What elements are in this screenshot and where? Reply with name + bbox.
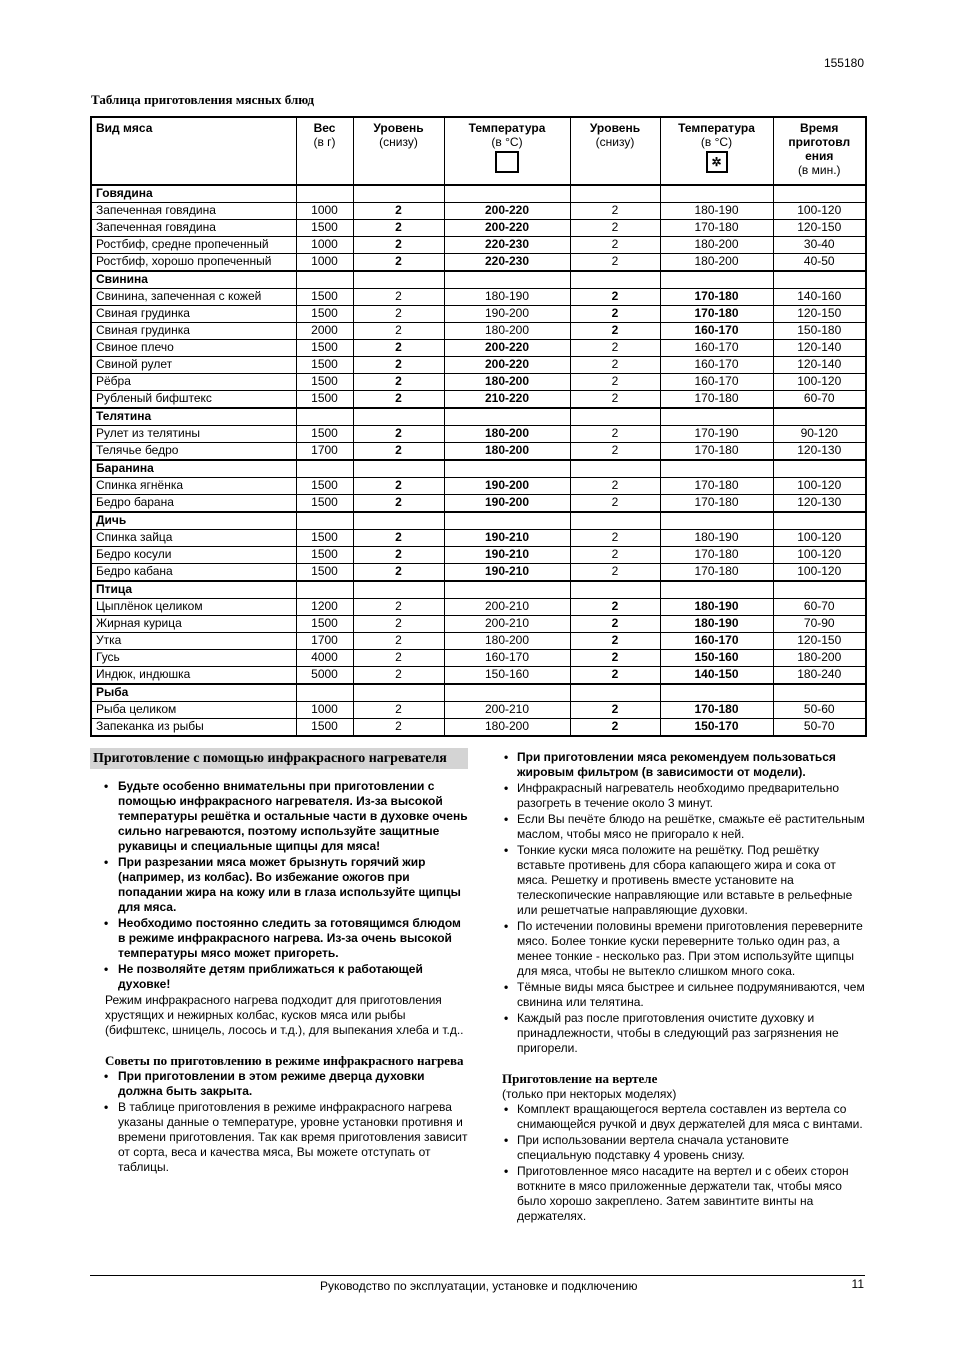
table-row <box>91 547 866 564</box>
weight: 1700 <box>296 633 353 650</box>
cook-time: 100-120 <box>773 564 866 582</box>
weight: 1500 <box>296 616 353 633</box>
list-item: • Тёмные виды мяса быстрее и сильнее подрумяниваются, чем свинина или телятина. <box>517 980 866 1010</box>
weight: 1500 <box>296 547 353 564</box>
level-1: 2 <box>353 650 444 667</box>
table-row <box>91 667 866 685</box>
cook-time: 30-40 <box>773 237 866 254</box>
table-row <box>91 340 866 357</box>
level-1: 2 <box>353 374 444 391</box>
table-row <box>91 254 866 272</box>
cook-time: 180-200 <box>773 650 866 667</box>
table-row <box>91 203 866 220</box>
weight: 1500 <box>296 426 353 443</box>
meat-name: Бедро кабана <box>91 564 296 582</box>
weight: 1500 <box>296 220 353 237</box>
meat-name: Телячье бедро <box>91 443 296 461</box>
level-1: 2 <box>353 633 444 650</box>
level-1: 2 <box>353 323 444 340</box>
meat-name: Свиной рулет <box>91 357 296 374</box>
spit-items <box>502 1102 866 1224</box>
temp-2: 170-180 <box>660 289 773 306</box>
cook-time: 100-120 <box>773 374 866 391</box>
table-group-row <box>91 408 866 426</box>
fan-heat-icon: ✲ <box>706 151 728 173</box>
table-row <box>91 289 866 306</box>
level-1: 2 <box>353 719 444 737</box>
temp-1: 220-230 <box>444 254 570 272</box>
weight: 1500 <box>296 391 353 409</box>
meat-name: Ростбиф, хорошо пропеченный <box>91 254 296 272</box>
right-column <box>502 750 866 1225</box>
tips-heading: Советы по приготовлению в режиме инфракрасного нагрева <box>105 1053 464 1068</box>
cook-time: 120-150 <box>773 633 866 650</box>
list-item: • Необходимо постоянно следить за готовящимся блюдом в режиме инфракрасного нагрева. Из-за очень высокой температуры мясо может пригореть. <box>118 916 468 961</box>
list-item: • Комплект вращающегося вертела составлен из вертела со снимающейся ручкой и двух держателей для мяса с винтами. <box>517 1102 866 1132</box>
weight: 1000 <box>296 203 353 220</box>
weight: 1500 <box>296 374 353 391</box>
table-group-row <box>91 185 866 203</box>
meat-name: Рыба целиком <box>91 702 296 719</box>
table-group-row <box>91 512 866 530</box>
temp-1: 180-200 <box>444 443 570 461</box>
list-item: • Если Вы печёте блюдо на решётке, смажьте её растительным маслом, чтобы мясо не пригорало к ней. <box>517 812 866 842</box>
level-2: 2 <box>570 495 660 513</box>
table-row <box>91 237 866 254</box>
temp-1: 200-220 <box>444 203 570 220</box>
list-item: • При разрезании мяса может брызнуть горячий жир (например, из колбас). Во избежание ожогов при попадании жира на кожу или в глаза используйте щипцы для мяса. <box>118 855 468 915</box>
level-1: 2 <box>353 237 444 254</box>
level-2: 2 <box>570 426 660 443</box>
temp-2: 180-190 <box>660 530 773 547</box>
weight: 1500 <box>296 478 353 495</box>
temp-2: 140-150 <box>660 667 773 685</box>
table-row <box>91 357 866 374</box>
temp-2: 170-180 <box>660 391 773 409</box>
weight: 1500 <box>296 306 353 323</box>
weight: 1500 <box>296 495 353 513</box>
temp-1: 160-170 <box>444 650 570 667</box>
table-row <box>91 426 866 443</box>
temp-1: 200-220 <box>444 340 570 357</box>
footer-text: Руководство по эксплуатации, установке и подключению <box>320 1279 638 1293</box>
level-2: 2 <box>570 306 660 323</box>
temp-2: 180-200 <box>660 237 773 254</box>
list-item: • При приготовлении в этом режиме дверца духовки должна быть закрыта. <box>118 1069 468 1099</box>
cook-time: 40-50 <box>773 254 866 272</box>
weight: 1500 <box>296 289 353 306</box>
temp-2: 180-200 <box>660 254 773 272</box>
temp-1: 190-210 <box>444 547 570 564</box>
meat-name: Ростбиф, средне пропеченный <box>91 237 296 254</box>
level-1: 2 <box>353 426 444 443</box>
temp-1: 180-200 <box>444 719 570 737</box>
level-1: 2 <box>353 667 444 685</box>
meat-name: Запеченная говядина <box>91 203 296 220</box>
infrared-heading: Приготовление с помощью инфракрасного нагревателя <box>90 748 468 769</box>
temp-1: 150-160 <box>444 667 570 685</box>
weight: 1500 <box>296 530 353 547</box>
weight: 1000 <box>296 254 353 272</box>
header-temp2: Температура (в °C) ✲ <box>660 117 773 185</box>
temp-2: 160-170 <box>660 374 773 391</box>
level-2: 2 <box>570 564 660 582</box>
temp-1: 180-190 <box>444 289 570 306</box>
meat-name: Цыплёнок целиком <box>91 599 296 616</box>
level-1: 2 <box>353 530 444 547</box>
cook-time: 100-120 <box>773 203 866 220</box>
level-2: 2 <box>570 237 660 254</box>
cook-time: 180-240 <box>773 667 866 685</box>
header-time: Время приготовл ения (в мин.) <box>773 117 866 185</box>
level-2: 2 <box>570 254 660 272</box>
header-level1: Уровень (снизу) <box>353 117 444 185</box>
footer-divider <box>90 1275 865 1276</box>
group-label: Телятина <box>91 408 296 426</box>
temp-2: 160-170 <box>660 633 773 650</box>
level-1: 2 <box>353 391 444 409</box>
cook-time: 140-160 <box>773 289 866 306</box>
weight: 1000 <box>296 702 353 719</box>
meat-name: Свиная грудинка <box>91 323 296 340</box>
table-group-row <box>91 581 866 599</box>
temp-1: 190-210 <box>444 530 570 547</box>
header-weight: Вес (в г) <box>296 117 353 185</box>
cook-time: 120-130 <box>773 495 866 513</box>
cook-time: 70-90 <box>773 616 866 633</box>
meat-name: Жирная курица <box>91 616 296 633</box>
group-label: Говядина <box>91 185 296 203</box>
group-label: Рыба <box>91 684 296 702</box>
header-temp1: Температура (в °C) <box>444 117 570 185</box>
table-row <box>91 702 866 719</box>
table-row <box>91 564 866 582</box>
meat-name: Гусь <box>91 650 296 667</box>
cook-time: 60-70 <box>773 599 866 616</box>
list-item: • Будьте особенно внимательны при приготовлении с помощью инфракрасного нагревателя. Из-за высокой температуры решётка и остальные части в духовке очень сильно нагреваются, поэтому используйте защитные рукавицы и специальные щипцы для мяса! <box>118 779 468 854</box>
temp-2: 170-190 <box>660 426 773 443</box>
table-row <box>91 220 866 237</box>
group-label: Дичь <box>91 512 296 530</box>
temp-1: 210-220 <box>444 391 570 409</box>
temp-2: 170-180 <box>660 564 773 582</box>
meat-name: Утка <box>91 633 296 650</box>
temp-2: 170-180 <box>660 306 773 323</box>
temp-2: 160-170 <box>660 323 773 340</box>
cook-time: 50-70 <box>773 719 866 737</box>
level-2: 2 <box>570 530 660 547</box>
spit-heading: Приготовление на вертеле <box>502 1071 658 1086</box>
temp-1: 200-210 <box>444 702 570 719</box>
weight: 4000 <box>296 650 353 667</box>
temp-1: 190-210 <box>444 564 570 582</box>
cook-time: 60-70 <box>773 391 866 409</box>
table-row <box>91 650 866 667</box>
meat-name: Спинка ягнёнка <box>91 478 296 495</box>
temp-2: 180-190 <box>660 616 773 633</box>
temp-2: 160-170 <box>660 340 773 357</box>
group-label: Птица <box>91 581 296 599</box>
cook-time: 90-120 <box>773 426 866 443</box>
weight: 1500 <box>296 340 353 357</box>
cook-time: 120-140 <box>773 357 866 374</box>
level-1: 2 <box>353 340 444 357</box>
cook-time: 120-130 <box>773 443 866 461</box>
spit-subtitle: (только при некторых моделях) <box>502 1087 677 1101</box>
meat-name: Свинина, запеченная с кожей <box>91 289 296 306</box>
table-row <box>91 443 866 461</box>
header-level2: Уровень (снизу) <box>570 117 660 185</box>
temp-1: 220-230 <box>444 237 570 254</box>
meat-name: Бедро косули <box>91 547 296 564</box>
top-bottom-heat-icon <box>495 151 519 173</box>
level-1: 2 <box>353 478 444 495</box>
temp-2: 170-180 <box>660 478 773 495</box>
meat-name: Спинка зайца <box>91 530 296 547</box>
meat-cooking-table <box>90 116 867 737</box>
table-row <box>91 719 866 737</box>
list-item: • Каждый раз после приготовления очистите духовку и принадлежности, чтобы в следующий раз загрязнения не пригорели. <box>517 1011 866 1056</box>
level-1: 2 <box>353 616 444 633</box>
temp-1: 190-200 <box>444 495 570 513</box>
level-2: 2 <box>570 633 660 650</box>
level-1: 2 <box>353 564 444 582</box>
temp-2: 160-170 <box>660 357 773 374</box>
temp-1: 200-220 <box>444 357 570 374</box>
level-2: 2 <box>570 547 660 564</box>
table-group-row <box>91 460 866 478</box>
level-2: 2 <box>570 599 660 616</box>
list-item: • При использовании вертела сначала установите специальную подставку 4 уровень снизу. <box>517 1133 866 1163</box>
temp-1: 190-200 <box>444 478 570 495</box>
cook-time: 120-150 <box>773 220 866 237</box>
temp-2: 170-180 <box>660 702 773 719</box>
level-1: 2 <box>353 702 444 719</box>
level-2: 2 <box>570 702 660 719</box>
document-number: 155180 <box>823 56 864 70</box>
list-item: • Тонкие куски мяса положите на решётку. Под решётку вставьте противень для сбора капающего жира и сока от мяса. Решетку и противень вместе установите на телескопические направляющие или вставьте в рельефные или решетчатые направляющие духовки. <box>517 843 866 918</box>
level-2: 2 <box>570 616 660 633</box>
temp-1: 200-220 <box>444 220 570 237</box>
infrared-intro: Режим инфракрасного нагрева подходит для приготовления хрустящих и нежирных колбас, кусков мяса или рыбы (бифштекс, шницель, лосось и т.д.), для выпекания хлеба и т.д.. <box>105 993 464 1037</box>
list-item: • Приготовленное мясо насадите на вертел и с обеих сторон воткните в мясо приложенные держатели так, чтобы мясо было хорошо закреплено. Затем завинтите винты на держателях. <box>517 1164 866 1224</box>
meat-name: Свиное плечо <box>91 340 296 357</box>
level-2: 2 <box>570 667 660 685</box>
list-item: • В таблице приготовления в режиме инфракрасного нагрева указаны данные о температуре, уровне установки противня и времени приготовления. Так как время приготовления зависит от сорта, веса и качества мяса, Вы можете отступать от таблицы. <box>118 1100 468 1175</box>
level-1: 2 <box>353 495 444 513</box>
cook-time: 150-180 <box>773 323 866 340</box>
level-2: 2 <box>570 220 660 237</box>
meat-name: Индюк, индюшка <box>91 667 296 685</box>
temp-1: 200-210 <box>444 599 570 616</box>
meat-name: Рулет из телятины <box>91 426 296 443</box>
level-2: 2 <box>570 289 660 306</box>
group-label: Баранина <box>91 460 296 478</box>
right-tips <box>502 750 866 1056</box>
weight: 1500 <box>296 719 353 737</box>
weight: 1500 <box>296 357 353 374</box>
temp-2: 180-190 <box>660 203 773 220</box>
table-row <box>91 633 866 650</box>
level-2: 2 <box>570 650 660 667</box>
level-1: 2 <box>353 220 444 237</box>
meat-name: Запеканка из рыбы <box>91 719 296 737</box>
meat-name: Запеченная говядина <box>91 220 296 237</box>
level-2: 2 <box>570 443 660 461</box>
cook-time: 100-120 <box>773 478 866 495</box>
level-1: 2 <box>353 306 444 323</box>
page-number: 11 <box>851 1277 864 1291</box>
table-row <box>91 616 866 633</box>
header-meat: Вид мяса <box>91 117 296 185</box>
level-2: 2 <box>570 478 660 495</box>
temp-2: 170-180 <box>660 495 773 513</box>
meat-name: Бедро барана <box>91 495 296 513</box>
meat-name: Рёбра <box>91 374 296 391</box>
table-row <box>91 478 866 495</box>
table-group-row <box>91 684 866 702</box>
level-2: 2 <box>570 340 660 357</box>
table-row <box>91 495 866 513</box>
temp-1: 180-200 <box>444 426 570 443</box>
level-1: 2 <box>353 547 444 564</box>
list-item: • Инфракрасный нагреватель необходимо предварительно разогреть в течение около 3 минут. <box>517 781 866 811</box>
weight: 1700 <box>296 443 353 461</box>
cook-time: 50-60 <box>773 702 866 719</box>
table-row <box>91 599 866 616</box>
level-2: 2 <box>570 323 660 340</box>
infrared-section <box>90 748 468 1176</box>
table-row <box>91 323 866 340</box>
table-group-row <box>91 271 866 289</box>
level-1: 2 <box>353 289 444 306</box>
table-row <box>91 374 866 391</box>
meat-name: Свиная грудинка <box>91 306 296 323</box>
cook-time: 100-120 <box>773 530 866 547</box>
list-item: • По истечении половины времени приготовления переверните мясо. Более тонкие куски переверните только один раз, а менее тонкие - несколько раз. При этом используйте щипцы для мяса, чтобы не вытекло слишком много сока. <box>517 919 866 979</box>
level-1: 2 <box>353 357 444 374</box>
temp-1: 190-200 <box>444 306 570 323</box>
temp-2: 150-160 <box>660 650 773 667</box>
temp-2: 170-180 <box>660 547 773 564</box>
temp-2: 150-170 <box>660 719 773 737</box>
list-item: • Не позволяйте детям приближаться к работающей духовке! <box>118 962 468 992</box>
temp-1: 200-210 <box>444 616 570 633</box>
temp-1: 180-200 <box>444 633 570 650</box>
level-2: 2 <box>570 391 660 409</box>
cook-time: 120-150 <box>773 306 866 323</box>
temp-1: 180-200 <box>444 374 570 391</box>
level-2: 2 <box>570 374 660 391</box>
temp-2: 170-180 <box>660 443 773 461</box>
infrared-tips <box>90 1069 468 1175</box>
infrared-warnings <box>90 779 468 992</box>
cook-time: 120-140 <box>773 340 866 357</box>
temp-2: 170-180 <box>660 220 773 237</box>
table-title: Таблица приготовления мясных блюд <box>91 92 315 107</box>
level-1: 2 <box>353 254 444 272</box>
weight: 1000 <box>296 237 353 254</box>
cook-time: 100-120 <box>773 547 866 564</box>
weight: 5000 <box>296 667 353 685</box>
level-2: 2 <box>570 203 660 220</box>
temp-2: 180-190 <box>660 599 773 616</box>
weight: 1200 <box>296 599 353 616</box>
level-2: 2 <box>570 719 660 737</box>
level-1: 2 <box>353 599 444 616</box>
group-label: Свинина <box>91 271 296 289</box>
level-2: 2 <box>570 357 660 374</box>
weight: 2000 <box>296 323 353 340</box>
list-item: • При приготовлении мяса рекомендуем пользоваться жировым фильтром (в зависимости от модели). <box>517 750 866 780</box>
table-row <box>91 391 866 409</box>
weight: 1500 <box>296 564 353 582</box>
level-1: 2 <box>353 443 444 461</box>
level-1: 2 <box>353 203 444 220</box>
table-row <box>91 306 866 323</box>
temp-1: 180-200 <box>444 323 570 340</box>
table-row <box>91 530 866 547</box>
meat-name: Рубленый бифштекс <box>91 391 296 409</box>
